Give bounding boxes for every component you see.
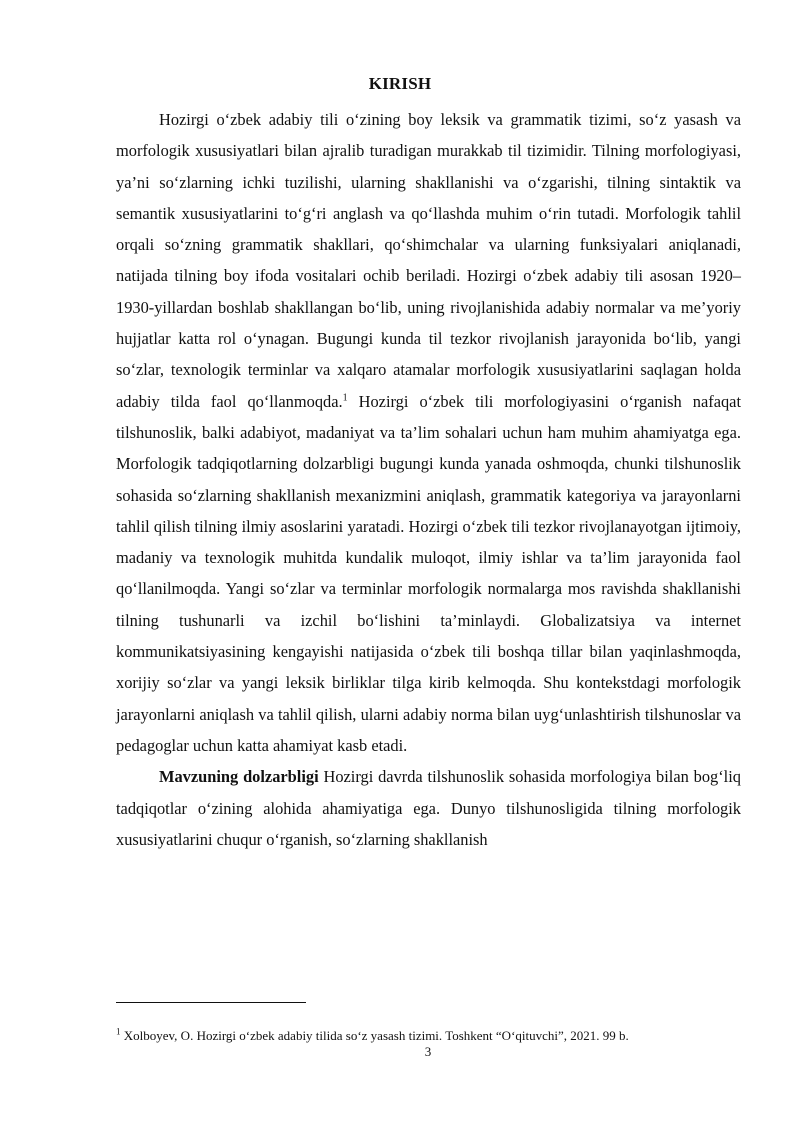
paragraph-text: Hozirgi davrda tilshunoslik sohasida morfologiya bilan bog‘liq tadqiqotlar o‘zining alohida ahamiyatiga ega. Dunyo tilshunosligida tilning morfologik xususiyatlarini chuqur o‘rganish, so‘zlarning shakllanish: [116, 767, 741, 849]
page-number: 3: [424, 1044, 432, 1059]
footnote-divider: [116, 1002, 306, 1003]
footnote-marker: 1: [116, 1026, 121, 1037]
paragraph-relevance: [116, 761, 741, 855]
body-text: [116, 104, 741, 855]
paragraph-lead-heading: Mavzuning dolzarbligi: [159, 767, 319, 787]
page-title: KIRISH: [368, 74, 432, 93]
paragraph-text-continued: Hozirgi o‘zbek tili morfologiyasini o‘rganish nafaqat tilshunoslik, balki adabiyot, madaniyat va ta’lim sohalari uchun ham muhim ahamiyatga ega. Morfologik tadqiqotlarning dolzarbligi bugungi kunda yanada oshmoqda, chunki tilshunoslik sohasida so‘zlarning shakllanish mexanizmini aniqlash, grammatik kategoriya va jarayonlarni tahlil qilish tilning ilmiy asoslarini yaratadi. Hozirgi o‘zbek tili tezkor rivojlanayotgan ijtimoiy, madaniy va texnologik muhitda kundalik muloqot, ilmiy ishlar va ta’lim jarayonida faol qo‘llanilmoqda. Yangi so‘zlar va terminlar morfologik normalarga mos ravishda shakllanishi tilning tushunarli va izchil bo‘lishini ta’minlaydi. Globalizatsiya va internet kommunikatsiyasining kengayishi natijasida o‘zbek tili boshqa tillar bilan yaqinlashmoqda, xorijiy so‘zlar va yangi leksik birliklar tilga kirib kelmoqda. Shu kontekstdagi morfologik jarayonlarni aniqlash va tahlil qilish, ularni adabiy norma bilan uyg‘unlashtirish tilshunoslar va pedagoglar uchun katta ahamiyat kasb etadi.: [116, 391, 742, 755]
footnote-reference[interactable]: 1: [342, 392, 348, 404]
paragraph-introduction: [116, 104, 741, 761]
footnote-text: Xolboyev, O. Hozirgi o‘zbek adabiy tilida so‘z yasash tizimi. Toshkent “O‘qituvchi”, 2021. 99 b.: [120, 1028, 629, 1043]
footnote: [116, 1028, 756, 1044]
paragraph-text: Hozirgi o‘zbek adabiy tili o‘zining boy leksik va grammatik tizimi, so‘z yasash va morfologik xususiyatlari bilan ajralib turadigan murakkab til tizimidir. Tilning morfologiyasi, ya’ni so‘zlarning ichki tuzilishi, ularning shakllanishi va o‘zgarishi, tilning sintaktik va semantik xususiyatlarini to‘g‘ri anglash va qo‘llashda muhim o‘rin tutadi. Morfologik tahlil orqali so‘zning grammatik shakllari, qo‘shimchalar va ularning funksiyalari aniqlanadi, natijada tilning boy ifoda vositalari ochib beriladi. Hozirgi o‘zbek adabiy tili asosan 1920–1930-yillardan boshlab shakllangan bo‘lib, uning rivojlanishida adabiy normalar va me’yoriy hujjatlar katta rol o‘ynagan. Bugungi kunda til tezkor rivojlanish jarayonida bo‘lib, yangi so‘zlar, texnologik terminlar va xalqaro atamalar morfologik xususiyatlarini saqlagan holda adabiy tilda faol qo‘llanmoqda.: [116, 110, 741, 411]
